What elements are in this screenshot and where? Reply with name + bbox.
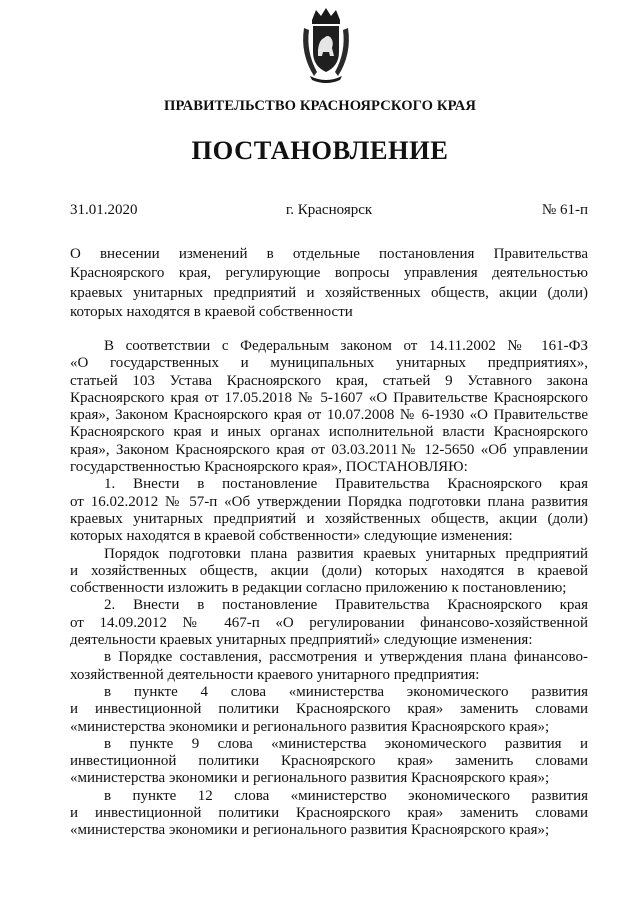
body-line: статьей 103 Устава Красноярского края, статьей 9 Уставного закона [70,372,588,389]
body-line: инвестиционной политики Красноярского края» заменить словами [70,753,588,770]
body-line: от 14.09.2012 № 467-п «О регулировании финансово-хозяйственной [70,614,588,631]
body-line: края», Законом Красноярского края от 10.07.2008 № 6-1930 «О Правительстве [70,407,588,424]
subject-line: краевых унитарных предприятий и хозяйственных обществ, акции (доли) [70,284,588,301]
document-body [70,338,588,840]
document-type-title: ПОСТАНОВЛЕНИЕ [191,135,449,165]
body-line: Порядок подготовки плана развития краевых унитарных предприятий [104,545,588,562]
body-line: и инвестиционной политики Красноярского края» заменить словами [70,805,588,822]
body-line: «О государственных и муниципальных унитарных предприятиях», [70,355,588,372]
body-line: государственностью Красноярского края», ПОСТАНОВЛЯЮ: [70,459,468,476]
body-line: от 16.02.2012 № 57-п «Об утверждении Порядка подготовки плана развития [70,493,588,510]
subject-line: О внесении изменений в отдельные постановления Правительства [70,246,588,262]
subject-line: которых находятся в краевой собственности [70,303,353,320]
body-line: В соответствии с Федеральным законом от 14.11.2002 № 161-ФЗ [104,338,588,354]
body-line: Красноярского края и иных органах исполнительной власти Красноярского [70,424,588,441]
document-subject [70,245,588,322]
body-line: 1. Внести в постановление Правительства Красноярского края [104,476,588,493]
body-line: в Порядке составления, рассмотрения и утверждения плана финансово- [104,649,588,666]
body-line: которых находятся в краевой собственности» следующие изменения: [70,528,513,545]
body-line: в пункте 12 слова «министерство экономического развития [104,787,588,804]
body-line: 2. Внести в постановление Правительства Красноярского края [104,597,588,614]
body-line: хозяйственной деятельности краевого унитарного предприятия: [70,666,480,683]
krasnoyarsk-coat-of-arms-icon [300,6,352,84]
body-line: краевых унитарных предприятий и хозяйственных обществ, акции (доли) [70,510,588,527]
body-line: «министерства экономики и регионального развития Красноярского края»; [70,718,550,735]
document-date: 31.01.2020 [70,202,138,218]
body-line: Красноярского края от 17.05.2018 № 5-1607 «О Правительстве Красноярского [70,389,588,406]
body-line: в пункте 4 слова «министерства экономического развития [104,683,588,700]
document-number: № 61-п [541,202,588,218]
document-meta [70,202,588,222]
body-line: «министерства экономики и регионального развития Красноярского края»; [70,770,550,787]
body-line: и хозяйственных обществ, акции (доли) которых находятся в краевой [70,562,588,579]
document-city: г. Красноярск [285,202,373,218]
body-line: деятельности краевых унитарных предприятий» следующие изменения: [70,632,533,649]
body-line: «министерства экономики и регионального развития Красноярского края»; [70,822,550,839]
body-line: собственности изложить в редакции согласно приложению к постановлению; [70,580,567,597]
body-line: в пункте 9 слова «министерства экономического развития и [104,735,588,752]
body-line: и инвестиционной политики Красноярского края» заменить словами [70,701,588,718]
subject-line: Красноярского края, регулирующие вопросы управления деятельностью [70,265,588,282]
government-title: ПРАВИТЕЛЬСТВО КРАСНОЯРСКОГО КРАЯ [164,98,476,114]
body-line: края», Законом Красноярского края от 03.03.2011№ 12-5650 «Об управлении [70,441,588,458]
